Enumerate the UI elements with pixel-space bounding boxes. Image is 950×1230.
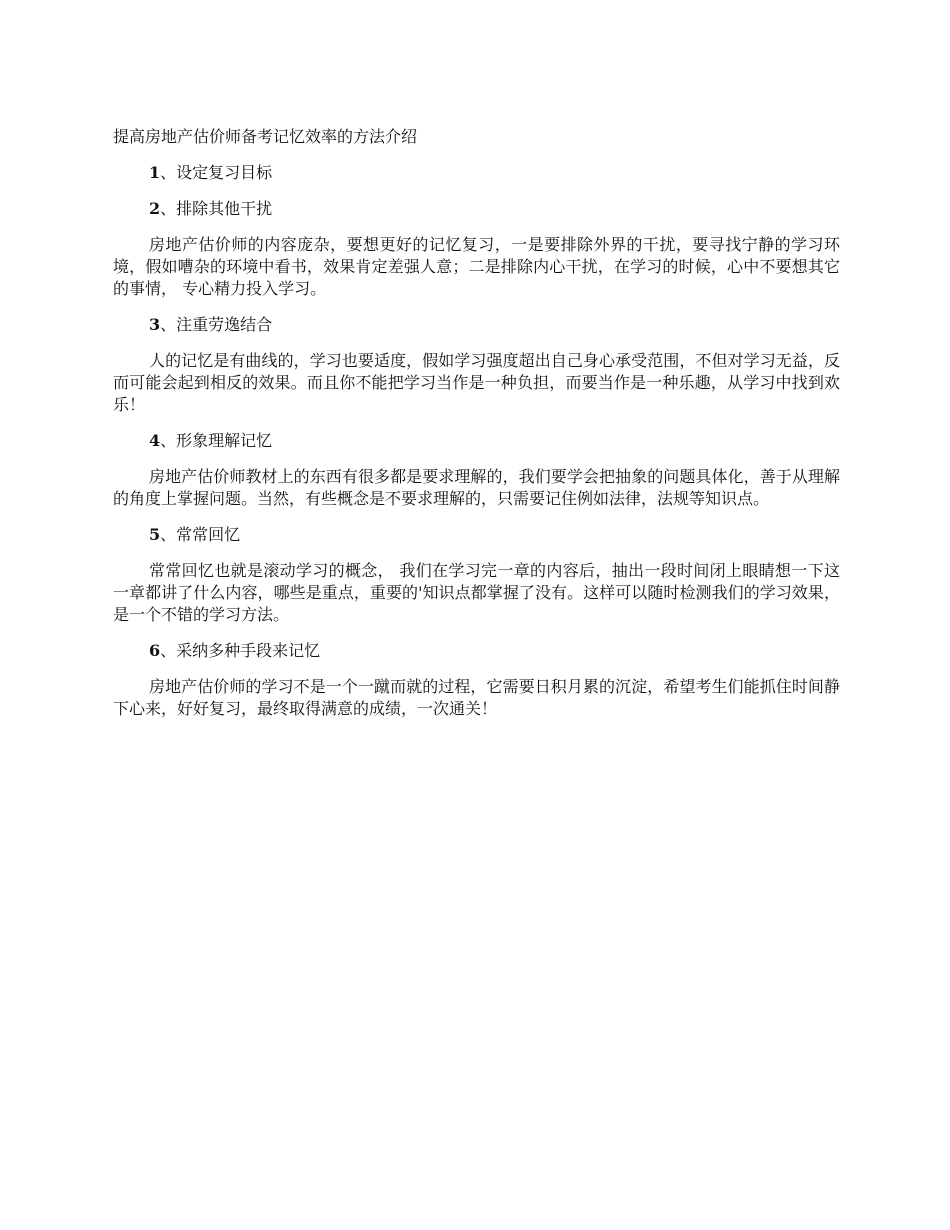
section-heading-4 [113, 430, 840, 452]
section-number: 3 [149, 315, 161, 334]
section-heading-text: 、采纳多种手段来记忆 [160, 641, 321, 660]
document-title: 提高房地产估价师备考记忆效率的方法介绍 [113, 127, 418, 146]
section-heading-5 [113, 524, 840, 546]
section-heading-1 [113, 162, 840, 184]
section-number: 4 [149, 431, 161, 450]
section-body-3: 人的记忆是有曲线的，学习也要适度，假如学习强度超出自己身心承受范围，不但对学习无益，反而可能会起到相反的效果。而且你不能把学习当作是一种负担，而要当作是一种乐趣，从学习中找到欢乐！ [113, 351, 840, 414]
section-heading-text: 、常常回忆 [160, 525, 241, 544]
section-heading-6 [113, 640, 840, 662]
section-heading-2 [113, 198, 840, 220]
section-body-6: 房地产估价师的学习不是一个一蹴而就的过程，它需要日积月累的沉淀，希望考生们能抓住时间静下心来，好好复习，最终取得满意的成绩，一次通关！ [113, 677, 840, 718]
section-heading-3 [113, 314, 840, 336]
section-heading-text: 、注重劳逸结合 [160, 315, 273, 334]
section-body-2: 房地产估价师的内容庞杂，要想更好的记忆复习，一是要排除外界的干扰，要寻找宁静的学习环境，假如嘈杂的环境中看书，效果肯定差强人意；二是排除内心干扰，在学习的时候，心中不要想其它的事情， 专心精力投入学习。 [113, 235, 840, 298]
section-heading-text: 、设定复习目标 [160, 163, 273, 182]
document-page [113, 126, 840, 734]
section-body-5: 常常回忆也就是滚动学习的概念， 我们在学习完一章的内容后，抽出一段时间闭上眼睛想一下这一章都讲了什么内容，哪些是重点，重要的'知识点都掌握了没有。这样可以随时检测我们的学习效果，是一个不错的学习方法。 [113, 561, 840, 624]
section-number: 2 [149, 199, 161, 218]
section-number: 5 [149, 525, 161, 544]
section-number: 6 [149, 641, 161, 660]
section-heading-text: 、排除其他干扰 [160, 199, 273, 218]
section-number: 1 [149, 163, 161, 182]
section-body-4: 房地产估价师教材上的东西有很多都是要求理解的，我们要学会把抽象的问题具体化，善于从理解的角度上掌握问题。当然，有些概念是不要求理解的，只需要记住例如法律，法规等知识点。 [113, 467, 840, 508]
section-heading-text: 、形象理解记忆 [160, 431, 273, 450]
